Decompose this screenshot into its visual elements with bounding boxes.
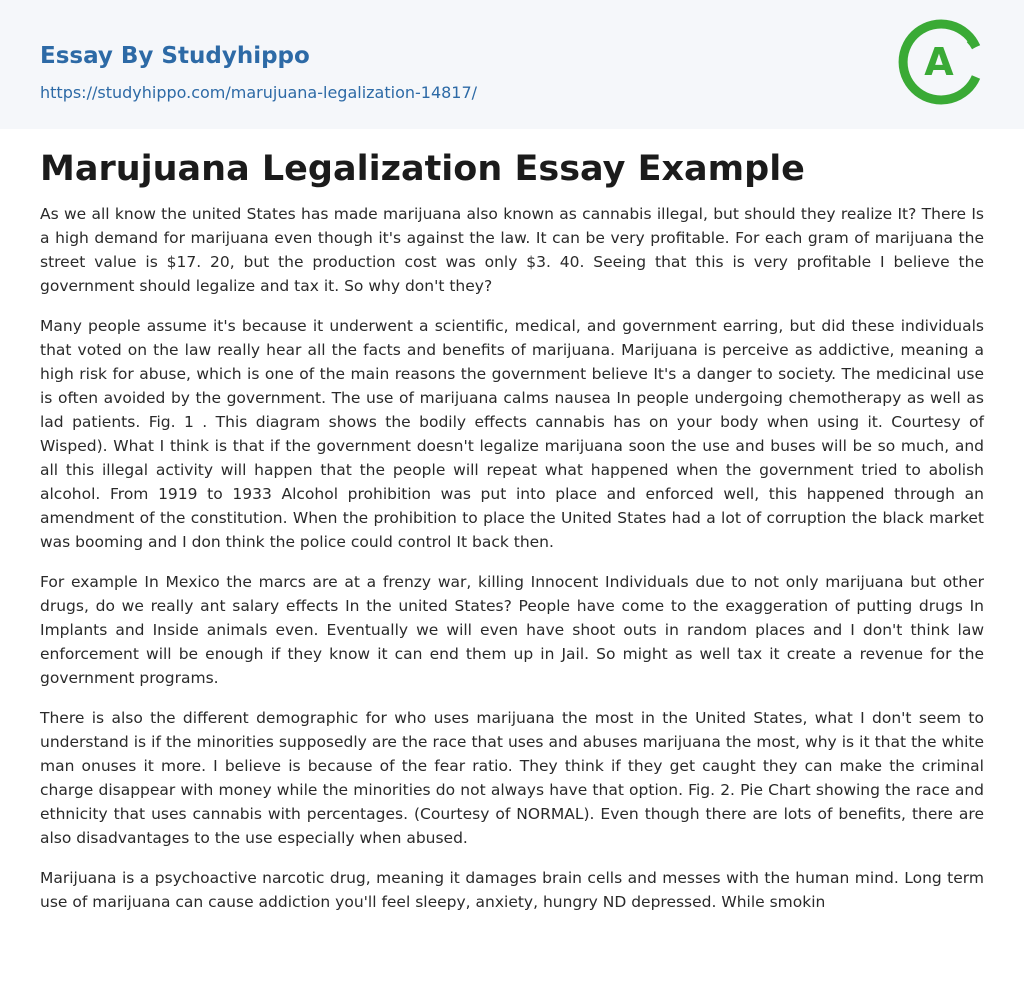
essay-content <box>0 129 1024 914</box>
essay-paragraph: Many people assume it's because it underwent a scientific, medical, and government earring, but did these individuals that voted on the law really hear all the facts and benefits of marijuana. Marijuana is perceive as addictive, meaning a high risk for abuse, which is one of the main reasons the government believe It's a danger to society. The medicinal use is often avoided by the government. The use of marijuana calms nausea In people undergoing chemotherapy as well as lad patients. Fig. 1 . This diagram shows the bodily effects cannabis has on your body when using it. Courtesy of Wisped). What I think is that if the government doesn't legalize marijuana soon the use and buses will be so much, and all this illegal activity will happen that the people will repeat what happened when the government tried to abolish alcohol. From 1919 to 1933 Alcohol prohibition was put into place and enforced well, this happened through an amendment of the constitution. When the prohibition to place the United States had a lot of corruption the black market was booming and I don think the police could control It back then. <box>40 317 984 551</box>
page-title: Marujuana Legalization Essay Example <box>40 149 805 189</box>
site-header <box>0 0 1024 129</box>
logo-letter: A <box>924 40 954 84</box>
essay-paragraph: Marijuana is a psychoactive narcotic drug, meaning it damages brain cells and messes with the human mind. Long term use of marijuana can cause addiction you'll feel sleepy, anxiety, hungry ND depressed. While smokin <box>40 869 984 911</box>
essay-paragraph: There is also the different demographic for who uses marijuana the most in the United States, what I don't seem to understand is if the minorities supposedly are the race that uses and abuses marijuana the most, why is it that the white man onuses it more. I believe is because of the fear ratio. They think if they get caught they can make the criminal charge disappear with money while the minorities do not always have that option. Fig. 2. Pie Chart showing the race and ethnicity that uses cannabis with percentages. (Courtesy of NORMAL). Even though there are lots of benefits, there are also disadvantages to the use especially when abused. <box>40 709 984 847</box>
essay-paragraph: As we all know the united States has made marijuana also known as cannabis illegal, but should they realize It? There Is a high demand for marijuana even though it's against the law. It can be very profitable. For each gram of marijuana the street value is $17. 20, but the production cost was only $3. 40. Seeing that this is very profitable I believe the government should legalize and tax it. So why don't they? <box>40 205 984 295</box>
source-url-link[interactable]: https://studyhippo.com/marujuana-legalization-14817/ <box>40 83 478 102</box>
essay-paragraph: For example In Mexico the marcs are at a frenzy war, killing Innocent Individuals due to not only marijuana but other drugs, do we really ant salary effects In the united States? People have come to the exaggeration of putting drugs In Implants and Inside animals even. Eventually we will even have shoot outs in random places and I don't think law enforcement will be enough if they know it can end them up in Jail. So might as well tax it create a revenue for the government programs. <box>40 573 984 687</box>
studyhippo-logo-icon <box>898 19 984 105</box>
brand-title: Essay By Studyhippo <box>40 43 310 69</box>
